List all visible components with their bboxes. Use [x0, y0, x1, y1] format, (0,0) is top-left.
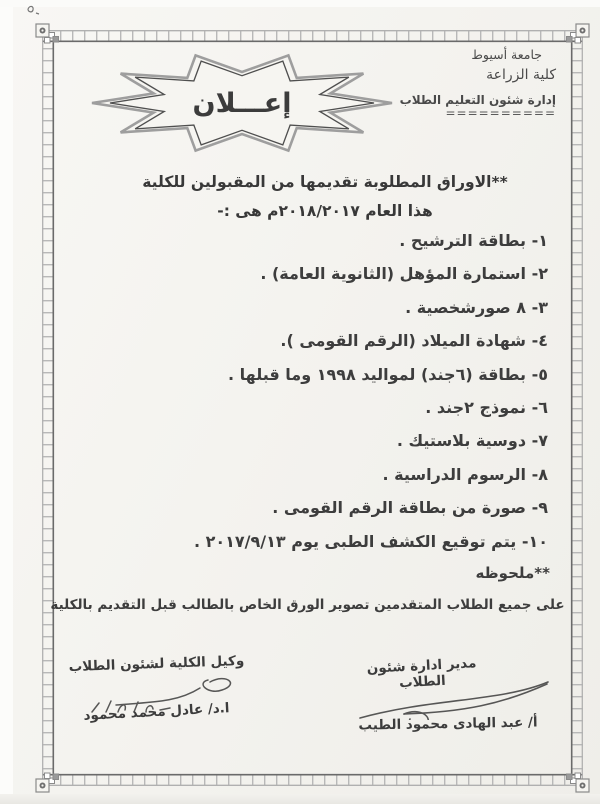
note-header: **ملحوظه — [475, 564, 550, 582]
faculty-name: كلية الزراعة — [486, 66, 556, 83]
title-line-2: هذا العام ٢٠١٨/٢٠١٧م هى :- — [217, 202, 433, 220]
signature-vice-dean — [58, 652, 255, 724]
document-title — [55, 168, 595, 226]
list-item: ٢- استمارة المؤهل (الثانوية العامة) . — [260, 264, 548, 284]
title-line-1: **الاوراق المطلوبة تقديمها من المقبولين للكلية — [142, 173, 508, 191]
signature-director — [343, 655, 553, 734]
director-name: أ/ عبد الهادى محمود الطيب — [358, 714, 538, 734]
border-right — [571, 37, 583, 779]
border-top — [49, 30, 576, 42]
required-documents-list — [194, 224, 548, 558]
letterhead — [400, 47, 556, 121]
director-title: مدير ادارة شئون الطلاب — [366, 655, 477, 692]
announcement-starburst — [86, 50, 398, 156]
border-left — [42, 37, 54, 779]
vice-dean-name: ا.د/ عادل محمد محمود — [83, 700, 230, 724]
list-item: ٦- نموذج ٢جند . — [425, 398, 548, 418]
list-item: ١٠- يتم توقيع الكشف الطبى يوم ٢٠١٧/٩/١٣ . — [193, 531, 548, 551]
list-item: ٣- ٨ صورشخصية . — [405, 297, 548, 317]
university-name: جامعة أسيوط — [471, 47, 542, 62]
list-item: ٧- دوسية بلاستيك . — [396, 431, 548, 451]
list-item: ٨- الرسوم الدراسية . — [382, 464, 548, 484]
border-bottom — [49, 774, 576, 786]
list-item: ٩- صورة من بطاقة الرقم القومى . — [272, 498, 548, 518]
list-item: ١- بطاقة الترشيح . — [399, 231, 548, 250]
scan-speck — [28, 6, 39, 14]
vice-dean-title: وكيل الكلية لشئون الطلاب — [68, 652, 245, 676]
department-name: إدارة شئون التعليم الطلاب — [399, 92, 556, 107]
announcement-badge-label: إعـــلان — [192, 87, 292, 119]
separator-line: ========== — [445, 105, 556, 120]
list-item: ٥- بطاقة (٦جند) لمواليد ١٩٩٨ وما قبلها . — [227, 364, 548, 384]
note-body: على جميع الطلاب المتقدمين تصوير الورق الخاص بالطالب قبل التقديم بالكلية — [50, 597, 565, 613]
list-item: ٤- شهادة الميلاد (الرقم القومى ). — [280, 331, 548, 351]
